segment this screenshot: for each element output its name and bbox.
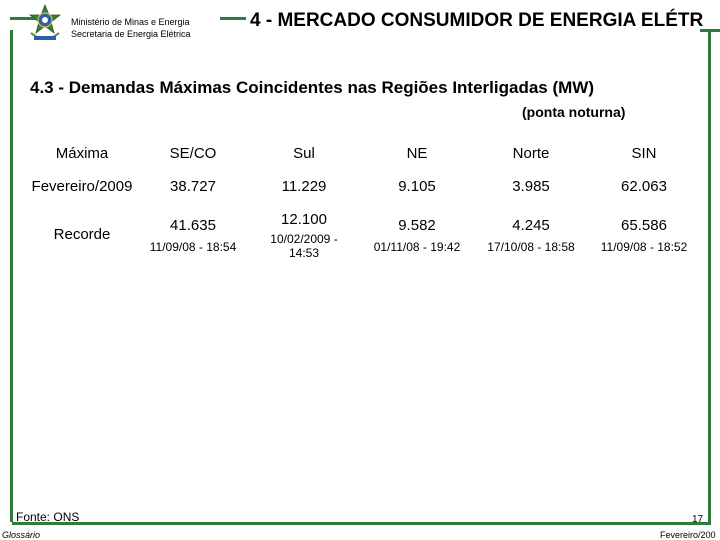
record-date: 10/02/2009 - 14:53 [270, 231, 338, 260]
value-cell: 38.727 [138, 170, 249, 203]
frame-line-bottom [12, 522, 708, 525]
frame-line-top-mid [220, 17, 246, 20]
section-title: 4 - MERCADO CONSUMIDOR DE ENERGIA ELÉTR [250, 10, 704, 31]
record-date: 01/11/08 - 19:42 [373, 239, 461, 254]
value-cell: 62.063 [588, 170, 701, 203]
record-value: 12.100 [281, 210, 327, 228]
record-date: 11/09/08 - 18:54 [149, 239, 237, 254]
frame-line-right [708, 29, 711, 525]
record-date: 17/10/08 - 18:58 [487, 239, 575, 254]
glossary-link[interactable]: Glossário [2, 530, 41, 540]
source-note: Fonte: ONS [16, 510, 80, 524]
table-row [27, 170, 701, 203]
header-cell-ne: NE [360, 137, 475, 170]
coat-of-arms-icon [26, 3, 64, 45]
header-cell-sul: Sul [249, 137, 360, 170]
value-cell: 9.105 [360, 170, 475, 203]
record-value: 65.586 [621, 216, 667, 234]
value-cell: 11.229 [249, 170, 360, 203]
record-cell [475, 203, 588, 266]
record-cell [249, 203, 360, 266]
demand-table [26, 136, 701, 266]
record-cell [360, 203, 475, 266]
frame-line-left [10, 30, 13, 522]
record-value: 41.635 [170, 216, 216, 234]
secretariat-name: Secretaria de Energia Elétrica [71, 29, 191, 39]
record-date: 11/09/08 - 18:52 [600, 239, 688, 254]
header-cell-seco: SE/CO [138, 137, 249, 170]
record-value: 9.582 [398, 216, 436, 234]
record-cell [588, 203, 701, 266]
row-label-record: Recorde [27, 203, 138, 266]
header-cell-norte: Norte [475, 137, 588, 170]
table-header-row [27, 137, 701, 170]
header-cell-sin: SIN [588, 137, 701, 170]
table-row [27, 203, 701, 266]
ministry-block [71, 16, 191, 40]
record-value: 4.245 [512, 216, 550, 234]
row-label-month: Fevereiro/2009 [27, 170, 138, 203]
page-number: 17 [692, 514, 704, 525]
page-title: 4.3 - Demandas Máximas Coincidentes nas Regiões Interligadas (MW) [30, 78, 594, 97]
header-cell-maxima: Máxima [27, 137, 138, 170]
page-subtitle: (ponta noturna) [522, 104, 626, 120]
footer-date: Fevereiro/200 [660, 530, 716, 540]
record-cell [138, 203, 249, 266]
value-cell: 3.985 [475, 170, 588, 203]
ministry-name: Ministério de Minas e Energia [71, 17, 190, 27]
